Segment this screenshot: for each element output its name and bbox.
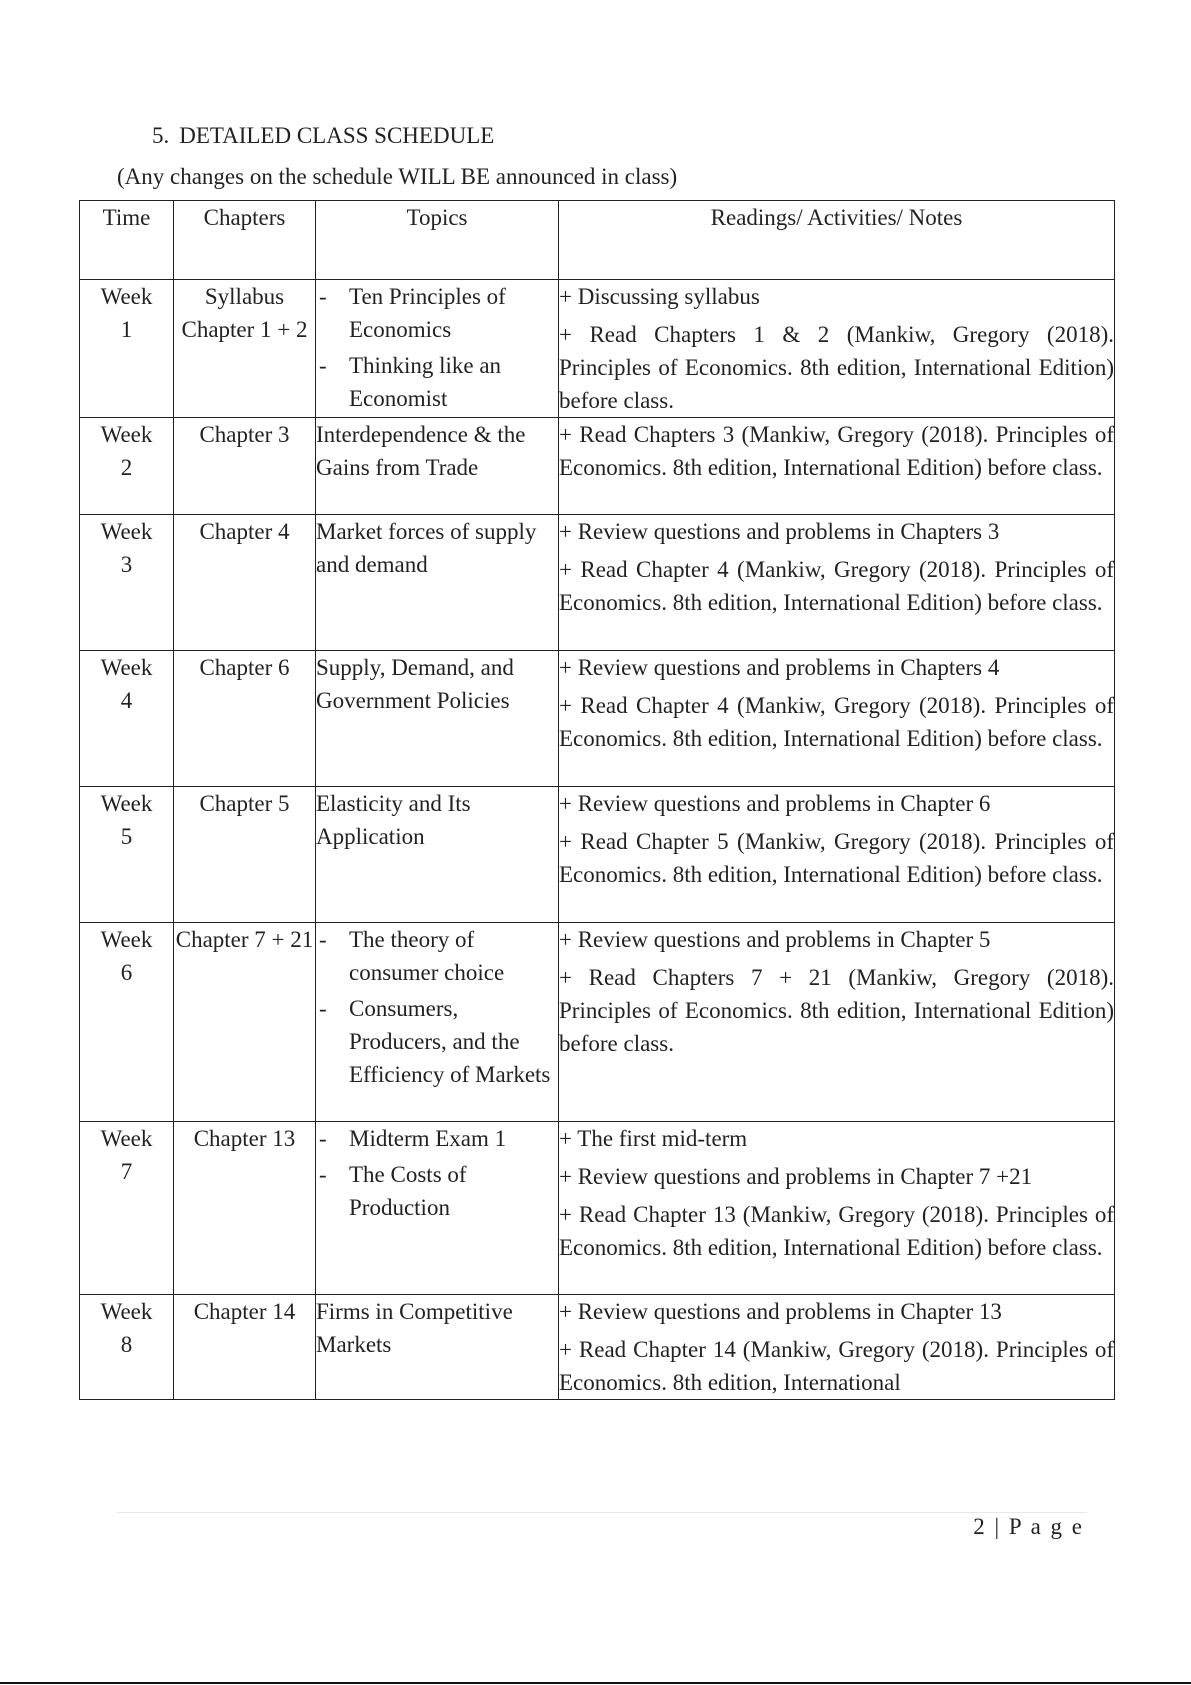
- note-line: + Read Chapters 7 + 21 (Mankiw, Gregory (2018). Principles of Economics. 8th edition, International Edition) before class.: [559, 965, 1114, 1056]
- notes-cell: [559, 651, 1115, 787]
- topics-cell: [316, 923, 559, 1122]
- note-line: + Review questions and problems in Chapter 13: [559, 1299, 1002, 1324]
- time-cell: [80, 515, 174, 651]
- week-label: Week: [100, 519, 153, 544]
- chapters-cell: [174, 651, 316, 787]
- notes-cell: [559, 923, 1115, 1122]
- section-heading: [152, 121, 494, 151]
- note-line: + Review questions and problems in Chapter 6: [559, 791, 991, 816]
- week-label: Week: [100, 927, 153, 952]
- chapter-label: Chapter 4: [199, 519, 290, 544]
- topics-cell: [316, 787, 559, 923]
- table-row: [80, 418, 1115, 515]
- topic-text: The Costs of Production: [349, 1162, 467, 1220]
- chapters-cell: [174, 787, 316, 923]
- note-line: + Read Chapter 13 (Mankiw, Gregory (2018). Principles of Economics. 8th edition, International Edition) before class.: [559, 1202, 1114, 1260]
- note-line: + The first mid-term: [559, 1126, 748, 1151]
- bullet-dash-icon: -: [319, 353, 327, 378]
- notes-cell: [559, 1295, 1115, 1400]
- table-row: [80, 651, 1115, 787]
- week-number: 3: [120, 552, 133, 577]
- note-line: + Read Chapter 4 (Mankiw, Gregory (2018). Principles of Economics. 8th edition, International Edition) before class.: [559, 557, 1114, 615]
- time-cell: [80, 280, 174, 418]
- topic-bullet: [316, 992, 558, 1091]
- header-notes: Readings/ Activities/ Notes: [559, 201, 1115, 280]
- week-number: 6: [120, 960, 133, 985]
- chapter-label: Chapter 14: [193, 1299, 296, 1324]
- chapters-cell: [174, 1122, 316, 1295]
- topics-cell: [316, 1295, 559, 1400]
- notes-cell: [559, 515, 1115, 651]
- week-label: Week: [100, 1126, 153, 1151]
- header-chapters: Chapters: [174, 201, 316, 280]
- page-number: 2 | P a g e: [973, 1514, 1084, 1539]
- topic-text: Thinking like an Economist: [349, 353, 502, 411]
- chapter-label: Chapter 1 + 2: [181, 317, 308, 342]
- week-number: 2: [120, 455, 133, 480]
- footer-divider: [117, 1512, 1087, 1513]
- week-number: 5: [120, 824, 133, 849]
- topic-bullet: [316, 923, 558, 989]
- week-number: 8: [120, 1332, 133, 1357]
- bullet-dash-icon: -: [319, 996, 327, 1021]
- table-row: [80, 515, 1115, 651]
- topics-cell: [316, 515, 559, 651]
- notes-cell: [559, 1122, 1115, 1295]
- week-number: 4: [120, 688, 133, 713]
- chapters-cell: [174, 515, 316, 651]
- chapters-cell: [174, 923, 316, 1122]
- week-number: 7: [120, 1159, 133, 1184]
- note-line: + Review questions and problems in Chapters 3: [559, 519, 1000, 544]
- week-label: Week: [100, 422, 153, 447]
- table-row: [80, 280, 1115, 418]
- note-line: + Read Chapters 3 (Mankiw, Gregory (2018). Principles of Economics. 8th edition, International Edition) before class.: [559, 422, 1114, 480]
- topic-text: Elasticity and Its Application: [316, 791, 471, 849]
- notes-cell: [559, 418, 1115, 515]
- chapter-label: Chapter 13: [193, 1126, 296, 1151]
- topic-text: Supply, Demand, and Government Policies: [316, 655, 514, 713]
- time-cell: [80, 651, 174, 787]
- note-line: + Review questions and problems in Chapters 4: [559, 655, 1000, 680]
- table-row: [80, 1295, 1115, 1400]
- topic-text: Interdependence & the Gains from Trade: [316, 422, 526, 480]
- bottom-rule: [0, 1682, 1191, 1684]
- chapter-label: Chapter 3: [199, 422, 290, 447]
- note-line: + Review questions and problems in Chapter 5: [559, 927, 991, 952]
- topic-text: Consumers, Producers, and the Efficiency of Markets: [349, 996, 551, 1087]
- note-line: + Review questions and problems in Chapter 7 +21: [559, 1164, 1033, 1189]
- header-row: [80, 201, 1115, 280]
- chapters-cell: [174, 280, 316, 418]
- topic-text: Market forces of supply and demand: [316, 519, 537, 577]
- section-title: DETAILED CLASS SCHEDULE: [179, 123, 495, 148]
- topics-cell: [316, 418, 559, 515]
- bullet-dash-icon: -: [319, 1126, 327, 1151]
- table-row: [80, 787, 1115, 923]
- time-cell: [80, 787, 174, 923]
- topics-cell: [316, 280, 559, 418]
- time-cell: [80, 418, 174, 515]
- topic-text: Midterm Exam 1: [349, 1126, 507, 1151]
- note-line: + Read Chapter 14 (Mankiw, Gregory (2018). Principles of Economics. 8th edition, International: [559, 1337, 1114, 1395]
- notes-cell: [559, 280, 1115, 418]
- bullet-dash-icon: -: [319, 1162, 327, 1187]
- topic-bullet: [316, 1158, 558, 1224]
- table-row: [80, 923, 1115, 1122]
- note-line: + Read Chapters 1 & 2 (Mankiw, Gregory (2018). Principles of Economics. 8th edition, International Edition) before class.: [559, 322, 1114, 413]
- week-label: Week: [100, 284, 153, 309]
- week-label: Week: [100, 1299, 153, 1324]
- schedule-table: [79, 200, 1115, 1400]
- time-cell: [80, 923, 174, 1122]
- table-row: [80, 1122, 1115, 1295]
- topic-text: Ten Principles of Economics: [349, 284, 506, 342]
- chapter-label: Chapter 5: [199, 791, 290, 816]
- topic-bullet: [316, 280, 558, 346]
- chapters-cell: [174, 1295, 316, 1400]
- chapter-label: Chapter 6: [199, 655, 290, 680]
- schedule-body: [80, 280, 1115, 1400]
- section-number: 5.: [152, 123, 170, 148]
- topic-text: Firms in Competitive Markets: [316, 1299, 513, 1357]
- note-line: + Discussing syllabus: [559, 284, 760, 309]
- topic-text: The theory of consumer choice: [349, 927, 505, 985]
- chapters-cell: [174, 418, 316, 515]
- topic-bullet: [316, 1122, 558, 1155]
- note-line: + Read Chapter 5 (Mankiw, Gregory (2018). Principles of Economics. 8th edition, International Edition) before class.: [559, 829, 1114, 887]
- topic-bullet: [316, 349, 558, 415]
- schedule-note: (Any changes on the schedule WILL BE announced in class): [117, 164, 678, 189]
- chapter-label: Chapter 7 + 21: [175, 927, 314, 952]
- topics-cell: [316, 651, 559, 787]
- chapter-label: Syllabus: [204, 284, 285, 309]
- bullet-dash-icon: -: [319, 284, 327, 309]
- note-line: + Read Chapter 4 (Mankiw, Gregory (2018). Principles of Economics. 8th edition, International Edition) before class.: [559, 693, 1114, 751]
- time-cell: [80, 1122, 174, 1295]
- header-topics: Topics: [316, 201, 559, 280]
- week-label: Week: [100, 655, 153, 680]
- topics-cell: [316, 1122, 559, 1295]
- time-cell: [80, 1295, 174, 1400]
- week-label: Week: [100, 791, 153, 816]
- notes-cell: [559, 787, 1115, 923]
- bullet-dash-icon: -: [319, 927, 327, 952]
- header-time: Time: [80, 201, 174, 280]
- week-number: 1: [120, 317, 133, 342]
